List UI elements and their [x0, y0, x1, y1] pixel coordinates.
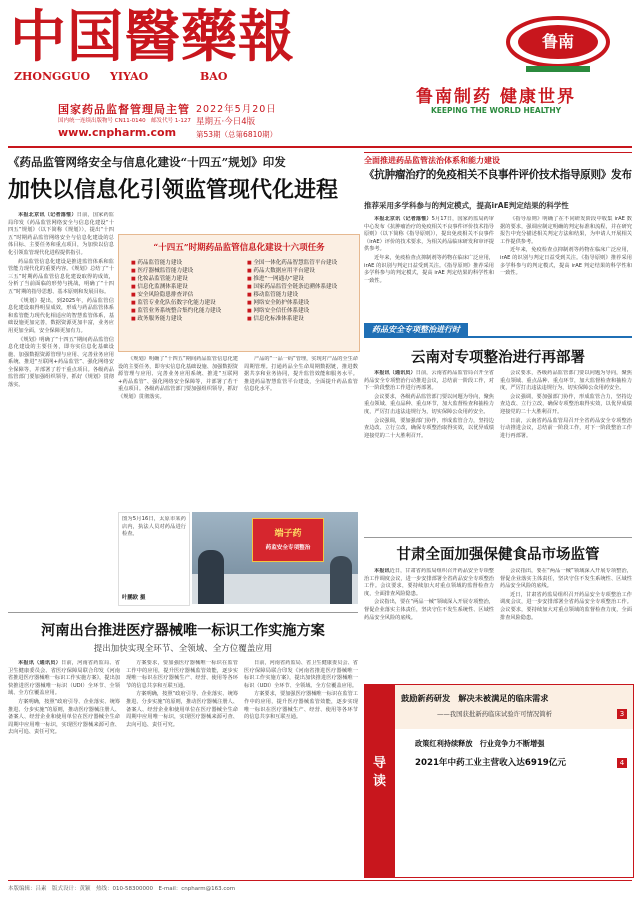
gansu-body-col2	[500, 568, 632, 680]
right-banner	[364, 152, 632, 166]
right-paragraph-3: 《指导原则》明确了在不同研发阶段中收集 irAE 数据的要求，强调应制定明确的判定标准和流程，并在研究报告中充分描述相关判定方法和结果，为申请人开展相关工作提供参考。	[500, 216, 632, 245]
task-item: ■ 网络安全防护体系建设	[247, 299, 337, 307]
task-item: ■ 化妆品监管能力建设	[131, 275, 221, 283]
lead-paragraph-4: 《规划》明确了“十四五”期间药品监管信息化建设的主要任务，即夯实信息化基础设施、加强数据资源管理与应用、完善业务应用系统、推进“互联网+药品监管”、强化网络安全保障等，并部署了若干重点项目。各级药品监管部门要加强组织领导，抓好《规划》贯彻落实。	[8, 336, 114, 389]
task-box-right-list	[247, 259, 337, 323]
right-paragraph-1: 5月17日，国家药监局药审中心发布《抗肿瘤治疗的免疫相关不良事件评价技术指导原则》（以下简称《指导原则》），提出免疫相关不良事件（irAE）评价的技术要求，为相关药品临床研发和审评提供参考。	[364, 216, 494, 253]
henan-headline: 河南出台推进医疗器械唯一标识工作实施方案	[41, 623, 325, 639]
ad-slogan: KEEPING THE WORLD HEALTHY	[430, 106, 562, 115]
lead-paragraph-3: 《规划》提出，到2025年，药品监管信息化建设取得明显成效，形成与药品监管体系和监管能力现代化相适应的智慧监管体系，基础设施更加完善，数据资源更加丰富，业务应用更加全面，安全保障更加有力。	[8, 297, 114, 334]
photo-sign-line1: 端子药	[274, 529, 302, 539]
index-item-1-sub: ——我国获批新药临床试验许可情况简析	[437, 710, 553, 718]
news-photo	[192, 512, 358, 604]
lead-headline: 加快以信息化引领监管现代化进程	[8, 177, 339, 203]
issue-weekday: 星期五·今日4版	[196, 117, 256, 127]
yunnan-paragraph-4: 会议要求，各级药品监管部门要以问题为导向，聚焦重点领域、重点品种、重点环节，加大监督检查和抽检力度，严厉打击违法违规行为，切实保障公众用药安全。	[500, 370, 632, 392]
yunnan-paragraph-3: 会议强调，要加强部门协作，形成监管合力，坚持边查边改、立行立改，确保专项整治取得实效，以优异成绩迎接党的二十大胜利召开。	[364, 417, 494, 439]
henan-paragraph-4: 方案明确，按照“政府引导、企业落实、统筹推进、分步实施”的原则，推动医疗器械注册人、备案人、经营企业和使用单位在医疗器械全生命周期中应用唯一标识，实现医疗器械来源可查、去向可追、责任可究。	[126, 691, 238, 728]
henan-paragraph-1: 日前，河南省药监局、省卫生健康委员会、省医疗保障局联合印发《河南省推进医疗器械唯一标识工作实施方案》，提出加快推进医疗器械唯一标识（UDI）全环节、全领域、全方位覆盖应用。	[8, 660, 120, 697]
task-box-left-list	[131, 259, 221, 323]
yunnan-headline: 云南对专项整治进行再部署	[411, 349, 585, 366]
right-body-col2	[500, 216, 632, 320]
photo-credit: 叶鹏欧 摄	[122, 595, 146, 601]
henan-paragraph-6: 方案要求，要加强医疗器械唯一标识在监管工作中的应用，提升医疗器械监管效能，逐步实现唯一标识在医疗器械生产、经营、使用等各环节的信息共享和互联互通。	[244, 691, 358, 721]
gansu-paragraph-2: 会议指出，要在“两品一械”领域深入开展专项整治，督促企业落实主体责任，坚决守住不发生系统性、区域性药品安全风险的底线。	[364, 599, 494, 621]
issue-number: 第53期（总第6810期）	[196, 130, 278, 139]
ad-brand: 鲁南制药 健康世界	[416, 87, 576, 107]
yunnan-paragraph-2: 会议要求，各级药品监管部门要以问题为导向，聚焦重点领域、重点品种、重点环节，加大监督检查和抽检力度，严厉打击违法违规行为，切实保障公众用药安全。	[364, 393, 494, 415]
special-banner-text: 药品安全专项整治进行时	[364, 323, 468, 336]
gansu-headline: 甘肃全面加强保健食品市场监管	[396, 546, 600, 563]
index-box	[364, 684, 634, 878]
lead-paragraph-1: 日前，国家药监局印发《药品监管网络安全与信息化建设“十四五”规划》（以下简称《规划》），提出“十四五”时期药品监管网络安全与信息化建设的总体目标、主要任务和重点项目，为加快以信息化引领监管现代化进程提供指引。	[8, 212, 114, 256]
right-body-col1	[364, 216, 494, 320]
lead-paragraph-2: 药品监管信息化建设是推进监管体系和监管能力现代化的重要内容。《规划》总结了“十三五”时期药品监管信息化建设取得的成效，分析了当前面临的形势与挑战，明确了“十四五”时期的指导思想、基本原则和发展目标。	[8, 258, 114, 295]
task-item: ■ 移动监管能力建设	[247, 291, 337, 299]
right-banner-text: 全面推进药品监管法治体系和能力建设	[364, 156, 500, 165]
lead-paragraph-6: 产品的“一品一码”管理，实现对产品的全生命周期管理。打通药品全生命周期数据链，推进数据共享和业务协同，提升监管效能和服务水平。推进药品智慧监管平台建设，全面提升药品监管信息化水平。	[244, 356, 358, 393]
footer-rule	[8, 880, 632, 881]
special-banner	[364, 323, 632, 338]
right-paragraph-2: 近年来，免疫检查点抑制剂等药物在临床广泛应用，irAE 的识别与判定日益受到关注。《指导原则》推荐采用多学科参与的判定模式，提高 irAE 判定结果的科学性和一致性。	[364, 254, 494, 284]
henan-paragraph-3: 方案要求，要加强医疗器械唯一标识在监管工作中的应用，提升医疗器械监管效能，逐步实现唯一标识在医疗器械生产、经营、使用等各环节的信息共享和互联互通。	[126, 660, 238, 689]
task-item: ■ 信息化标准体系建设	[247, 315, 337, 323]
gansu-body-col1	[364, 568, 494, 680]
index-label-bar	[365, 685, 395, 877]
index-label: 导读	[373, 756, 387, 789]
right-paragraph-2b: 近年来，免疫检查点抑制剂等药物在临床广泛应用，irAE 的识别与判定日益受到关注。《指导原则》推荐采用多学科参与的判定模式，提高 irAE 判定结果的科学性和一致性。	[500, 247, 632, 277]
yunnan-paragraph-5: 会议强调，要加强部门协作，形成监管合力，坚持边查边改、立行立改，确保专项整治取得实效，以优异成绩迎接党的二十大胜利召开。	[500, 393, 632, 415]
gansu-byline: 本报讯	[374, 568, 390, 574]
photo-caption: 图为5月16日，太原市某药店内，执法人员对药品进行检查。	[122, 516, 186, 538]
gansu-paragraph-1: 近日，甘肃省药监局组织召开药品安全专项整治工作调度会议，进一步安排部署全省药品安全专项整治工作。会议要求，要持续加大对重点领域的监督检查力度，全面排查风险隐患。	[364, 568, 494, 597]
task-item: ■ 网络安全信任体系建设	[247, 307, 337, 315]
ad-logo	[502, 14, 614, 74]
index-item-1-page: 3	[617, 709, 627, 719]
henan-byline: 本报讯（通讯员）	[18, 660, 62, 666]
henan-body-col1	[8, 660, 120, 874]
index-item-2[interactable]	[395, 737, 633, 753]
yunnan-body-col1	[364, 370, 494, 532]
index-item-1[interactable]	[395, 685, 633, 729]
issue-date: 2022年5月20日	[196, 104, 277, 115]
task-item: ■ 医疗器械监管能力建设	[131, 267, 221, 275]
masthead-divider	[8, 146, 632, 148]
index-item-1-title: 鼓励新药研发 解决未被满足的临床需求	[401, 693, 549, 703]
right-subhead: 推荐采用多学科参与的判定模式，提高irAE判定结果的科学性	[364, 201, 569, 210]
pinyin-1: ZHONGGUO	[14, 70, 91, 83]
task-item: ■ 安全风险隐患排查评估	[131, 291, 221, 299]
right-headline: 《抗肿瘤治疗的免疫相关不良事件评价技术指导原则》发布	[364, 169, 632, 181]
photo-caption-box	[118, 512, 190, 606]
task-box	[118, 234, 360, 352]
yunnan-paragraph-6: 日前，云南省药品监管局召开全省药品安全专项整治行动推进会议，总结前一阶段工作，对下一阶段整治工作进行再部署。	[500, 417, 632, 439]
index-item-2-title: 政策红利持续释放 行业竞争力不断增强	[415, 739, 545, 748]
lead-kicker: 《药品监管网络安全与信息化建设“十四五”规划》印发	[8, 155, 286, 169]
masthead-title: 中国醫藥報	[10, 4, 295, 70]
yunnan-paragraph-1: 日前，云南省药品监管局召开全省药品安全专项整治行动推进会议，总结前一阶段工作，对下一阶段整治工作进行再部署。	[364, 370, 494, 392]
photo-person	[198, 550, 224, 604]
lead-body-col2	[118, 356, 238, 508]
photo-sign-line2: 药监安全专项整治	[265, 545, 311, 551]
section-divider	[364, 537, 632, 538]
task-item: ■ 药品大数据应用平台建设	[247, 267, 337, 275]
publisher-org: 国家药品监督管理局主管	[58, 103, 190, 116]
henan-paragraph-5: 日前，河南省药监局、省卫生健康委员会、省医疗保障局联合印发《河南省推进医疗器械唯一标识工作实施方案》，提出加快推进医疗器械唯一标识（UDI）全环节、全领域、全方位覆盖应用。	[244, 660, 358, 689]
cn-line: 国内统一连续出版物号 CN11-0140 邮发代号 1-127	[58, 118, 191, 124]
task-item: ■ 国家药品监管全链条追溯体系建设	[247, 283, 337, 291]
website[interactable]: www.cnpharm.com	[58, 126, 177, 139]
index-item-3-title: 2021年中药工业主营收入达6919亿元	[415, 758, 566, 768]
task-item: ■ 政务服务能力建设	[131, 315, 221, 323]
lead-body-col1	[8, 212, 114, 598]
henan-body-col3	[244, 660, 358, 874]
yunnan-body-col2	[500, 370, 632, 532]
photo-person	[330, 556, 352, 604]
index-item-3-page: 4	[617, 758, 627, 768]
pinyin-3: BAO	[200, 70, 228, 83]
index-item-3[interactable]	[395, 755, 633, 771]
pinyin-2: YIYAO	[110, 70, 149, 83]
lead-byline: 本报北京讯（记者落惟）	[18, 212, 77, 218]
task-item: ■ 监管专业化队伍数字化能力建设	[131, 299, 221, 307]
right-byline: 本报北京讯（记者落惟）	[374, 216, 432, 222]
task-item: ■ 药品监管能力建设	[131, 259, 221, 267]
task-item: ■ 信息化监测体系建设	[131, 283, 221, 291]
footer-text: 本版编辑：吕素 版式设计：黄颖 热线：010-58300000 E-mail：cnpharm@163.com	[8, 886, 236, 892]
yunnan-byline: 本报讯（通讯员）	[374, 370, 416, 376]
lead-paragraph-5: 《规划》明确了“十四五”期间药品监管信息化建设的主要任务，即夯实信息化基础设施、加强数据资源管理与应用、完善业务应用系统、推进“互联网+药品监管”、强化网络安全保障等，并部署了若干重点项目。各级药品监管部门要加强组织领导，抓好《规划》贯彻落实。	[118, 356, 238, 400]
task-box-title: “十四五”时期药品监管信息化建设十六项任务	[153, 243, 325, 253]
task-item: ■ 推进“一网通办”建设	[247, 275, 337, 283]
task-item: ■ 全国一体化药品智慧监管平台建设	[247, 259, 337, 267]
section-divider	[8, 612, 358, 613]
lead-body-col3	[244, 356, 358, 508]
task-item: ■ 监管业务系统整合集约化能力建设	[131, 307, 221, 315]
gansu-paragraph-3: 会议指出，要在“两品一械”领域深入开展专项整治，督促企业落实主体责任，坚决守住不发生系统性、区域性药品安全风险的底线。	[500, 568, 632, 590]
ad-logo-text: 鲁南	[541, 32, 574, 51]
henan-body-col2	[126, 660, 238, 874]
henan-paragraph-2: 方案明确，按照“政府引导、企业落实、统筹推进、分步实施”的原则，推动医疗器械注册人、备案人、经营企业和使用单位在医疗器械全生命周期中应用唯一标识，实现医疗器械来源可查、去向可追、责任可究。	[8, 698, 120, 736]
gansu-paragraph-4: 近日，甘肃省药监局组织召开药品安全专项整治工作调度会议，进一步安排部署全省药品安全专项整治工作。会议要求，要持续加大对重点领域的监督检查力度，全面排查风险隐患。	[500, 591, 632, 621]
henan-subhead: 提出加快实现全环节、全领域、全方位覆盖应用	[93, 644, 273, 654]
advertisement[interactable]	[352, 6, 632, 142]
photo-sign	[252, 518, 324, 562]
